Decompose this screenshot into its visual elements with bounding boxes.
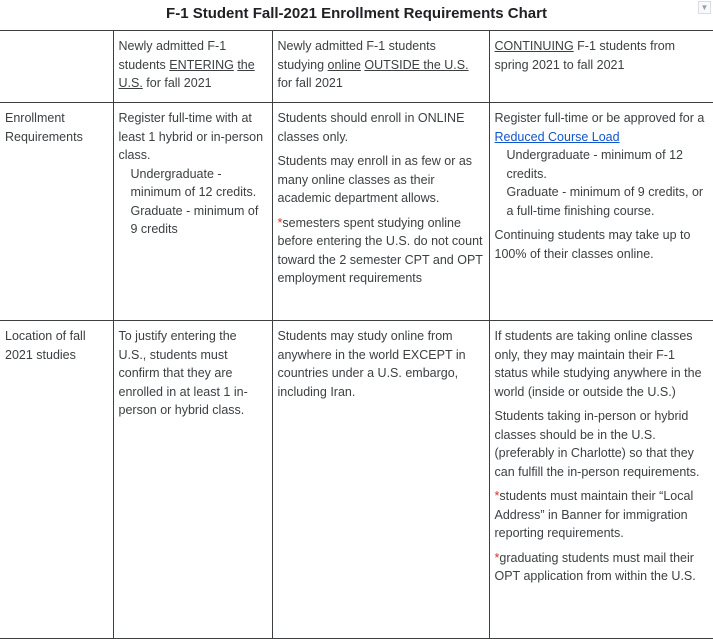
undergrad-requirement: Undergraduate - minimum of 12 credits. [506,148,683,181]
enrollment-entering-cell: Register full-time with at least 1 hybrid or in-person class. Undergraduate - minimum of 12 credits. Graduate - minimum of 9 credits [113,103,272,321]
grad-requirement: Graduate - minimum of 9 credits [130,203,259,236]
row-label-location: Location of fall 2021 studies [0,321,113,639]
grad-requirement: Graduate - minimum of 9 credits, or a full-time finishing course. [506,185,704,218]
local-address-note: *students must maintain their “Local Address” in Banner for immigration reporting requirements. [494,489,694,540]
cpt-opt-note: *semesters spent studying online before entering the U.S. do not count toward the 2 semester CPT and OPT employment requirements [277,215,483,285]
location-entering-cell: To justify entering the U.S., students must confirm that they are enrolled in at least 1 in-person or hybrid class. [113,321,272,639]
reduced-course-load-link[interactable]: Reduced Course Load [494,129,620,144]
location-row [0,321,713,639]
header-col-online-outside: Newly admitted F-1 students studying online OUTSIDE the U.S. for fall 2021 [272,31,489,103]
header-col-entering: Newly admitted F-1 students ENTERING the U.S. for fall 2021 [113,31,272,103]
requirements-table [0,30,713,639]
undergrad-requirement: Undergraduate - minimum of 12 credits. [130,166,257,199]
enrollment-continuing-cell: Register full-time or be approved for a Reduced Course Load Undergraduate - minimum of 12 credits. Graduate - minimum of 9 credits, or a full-time finishing course. Continuing students may take up to 100% of their classes online. [489,103,713,321]
scroll-down-icon[interactable]: ▼ [698,1,711,14]
location-online-cell: Students may study online from anywhere in the world EXCEPT in countries under a U.S. embargo, including Iran. [272,321,489,639]
header-col-continuing: CONTINUING F-1 students from spring 2021 to fall 2021 [489,31,713,103]
page-title: F-1 Student Fall-2021 Enrollment Requirements Chart [166,5,547,22]
header-empty-cell [0,31,113,103]
opt-application-note: *graduating students must mail their OPT application from within the U.S. [494,550,696,583]
header-row [0,31,713,103]
row-label-enrollment: Enrollment Requirements [0,103,113,321]
location-continuing-cell: If students are taking online classes only, they may maintain their F-1 status while studying anywhere in the world (inside or outside the U.S.) Students taking in-person or hybrid classes should be in the U.S. (preferably in Charlotte) so that they can fulfill the in-person requirements. *students must maintain their “Local Address” in Banner for immigration reporting requirements. *graduating students must mail their OPT application from within the U.S. [489,321,713,639]
enrollment-online-cell: Students should enroll in ONLINE classes only. Students may enroll in as few or as many online classes as their academic department allows. *semesters spent studying online before entering the U.S. do not count toward the 2 semester CPT and OPT employment requirements [272,103,489,321]
enrollment-row [0,103,713,321]
